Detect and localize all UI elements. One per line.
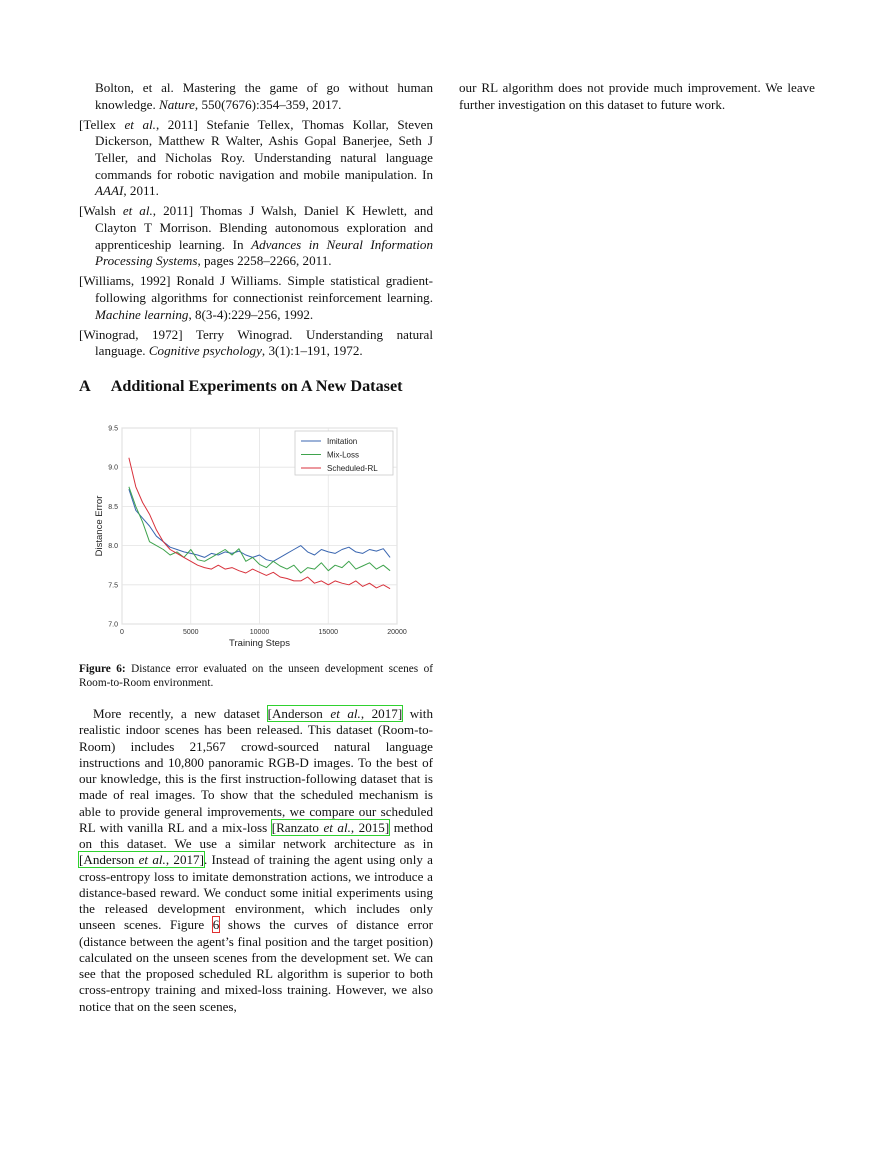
citation-anderson-2017-second[interactable]: [Anderson et al., 2017] (79, 852, 204, 868)
reference-item: [Tellex et al., 2011] Stefanie Tellex, Thomas Kollar, Steven Dickerson, Matthew R Walter, Ashis Gopal Banerjee, Seth J Teller, and Nicholas Roy. Understanding natural language commands for robotic navigation and mobile manipulation. In AAAI, 2011. (79, 116, 433, 199)
section-title: Additional Experiments on A New Dataset (110, 376, 403, 395)
y-tick-label: 9.5 (108, 425, 118, 433)
legend-label: Scheduled-RL (327, 464, 378, 473)
reference-item: [Winograd, 1972] Terry Winograd. Understanding natural language. Cognitive psychology, 3(1):1–191, 1972. (79, 326, 433, 359)
y-tick-label: 7.5 (108, 582, 118, 590)
distance-error-chart (79, 418, 433, 654)
reference-tag: [Walsh et al., 2011] (79, 203, 194, 219)
x-tick-label: 20000 (387, 629, 407, 636)
y-tick-label: 8.5 (108, 503, 118, 511)
x-tick-label: 0 (120, 629, 124, 636)
y-tick-label: 9.0 (108, 464, 118, 472)
citation-anderson-2017[interactable]: [Anderson et al., 2017] (267, 706, 403, 721)
x-tick-label: 15000 (318, 629, 338, 636)
x-axis-label: Training Steps (229, 638, 290, 649)
reference-item: [Walsh et al., 2011] Thomas J Walsh, Daniel K Hewlett, and Clayton T Morrison. Blending autonomous exploration and apprenticeship learning. In Advances in Neural Information Processing Systems, pages 2258–2266, 2011. (79, 203, 433, 269)
right-column-paragraph: our RL algorithm does not provide much improvement. We leave further investigation on this dataset to future work. (459, 80, 815, 112)
body-paragraph: More recently, a new dataset [Anderson et al., 2017] with realistic indoor scenes has been released. This dataset (Room-to-Room) includes 21,567 crowd-sourced natural language instructions and 10,800 panoramic RGB-D images. To the best of our knowledge, this is the first instruction-following dataset that is made of real images. To show that the scheduled mechanism is able to provide general improvements, we compare our scheduled RL with vanilla RL and a mix-loss [Ranzato et al., 2015] method on this dataset. We use a similar network architecture as in [Anderson et al., 2017]. Instead of training the agent using only a cross-entropy loss to imitate demonstration actions, we introduce a distance-based reward. We conduct some initial experiments using the released development environment, which includes only unseen scenes. Figure 6 shows the curves of distance error (distance between the agent’s final position and the target position) calculated on the unseen scenes from the development set. We can see that the proposed scheduled RL algorithm is superior to both cross-entropy training and mixed-loss training. However, we also notice that on the seen scenes, (79, 706, 433, 1014)
section-number: A (79, 376, 91, 395)
caption-text: Distance error evaluated on the unseen development scenes of Room-to-Room environment. (79, 663, 433, 689)
right-column (459, 80, 815, 113)
y-tick-label: 8.0 (108, 543, 118, 551)
figure-6 (79, 418, 433, 654)
legend-label: Mix-Loss (327, 450, 360, 460)
reference-list (79, 117, 433, 360)
reference-continuation: Bolton, et al. Mastering the game of go without human knowledge. Nature, 550(7676):354–359, 2017. (95, 80, 433, 112)
left-column (79, 80, 433, 396)
reference-tag: [Winograd, 1972] (79, 326, 183, 342)
x-tick-label: 5000 (182, 629, 199, 636)
chart-legend (295, 431, 393, 475)
y-axis-label: Distance Error (94, 495, 105, 557)
legend-label: Imitation (327, 437, 358, 446)
reference-item: [Williams, 1992] Ronald J Williams. Simple statistical gradient-following algorithms for connectionist reinforcement learning. Machine learning, 8(3-4):229–256, 1992. (79, 273, 433, 322)
x-tick-label: 10000 (249, 629, 270, 636)
reference-tag: [Williams, 1992] (79, 273, 171, 289)
figure-reference-link[interactable]: 6 (212, 917, 220, 933)
y-tick-label: 7.0 (108, 621, 118, 629)
caption-label: Figure 6: (79, 663, 126, 675)
citation-ranzato-2015[interactable]: [Ranzato et al., 2015] (271, 819, 390, 835)
section-heading (79, 376, 433, 396)
figure-caption (79, 662, 433, 690)
reference-tag: [Tellex et al., 2011] (79, 116, 198, 132)
